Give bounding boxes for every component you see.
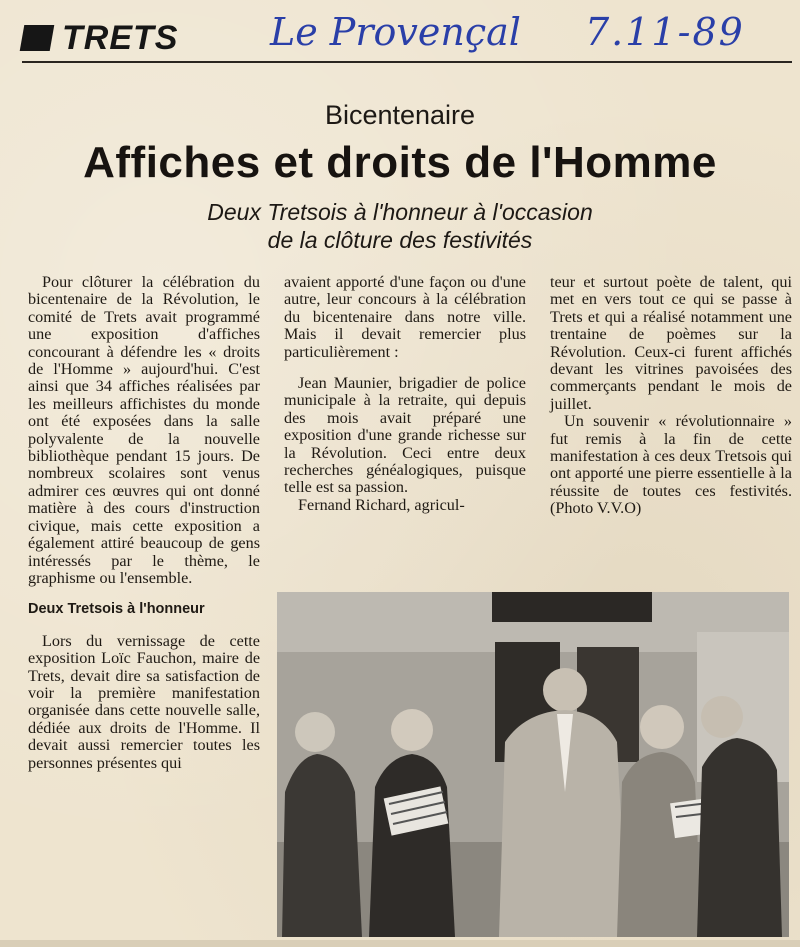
intertitle: Deux Tretsois à l'honneur: [28, 601, 205, 618]
section-name: TRETS: [62, 18, 179, 57]
article-headline: Affiches et droits de l'Homme: [83, 138, 717, 187]
clipping-bottom-edge: [0, 940, 800, 947]
paragraph: avaient apporté d'une façon ou d'une autre, leur concours à la célébration du bicentenaire dans notre ville. Mais il devait remercier plus particulièrement :: [284, 273, 526, 361]
handwritten-newspaper-name: Le Provençal: [270, 10, 521, 54]
paragraph: teur et surtout poète de talent, qui met en vers tout ce qui se passe à Trets et qui a réalisé notamment une trentaine de poèmes sur la Révolution. Ceux-ci furent affichés devant les vitrines pavoisées des commerçants pendant le mois de juillet.: [550, 273, 792, 413]
paragraph: Fernand Richard, agricul-: [298, 495, 465, 514]
header-rule: [22, 61, 792, 63]
clipping-header: [0, 0, 800, 66]
section-tag: [22, 20, 178, 56]
section-square-icon: [20, 25, 55, 51]
article-column-2: [284, 274, 526, 514]
paragraph: Lors du vernissage de cette exposition Loïc Fauchon, maire de Trets, devait dire sa satisfaction de voir la première manifestation organisée dans cette nouvelle salle, dédiée aux droits de l'Homme. Il devait aussi remercier toutes les personnes présentes qui: [28, 631, 260, 772]
subhead-line-2: de la clôture des festivités: [267, 227, 533, 253]
paragraph: Un souvenir « révolutionnaire » fut remis à la fin de cette manifestation à ces deux Tretsois qui ont apporté une pierre essentielle à la réussite de toutes ces festivités. (Photo V.V.O): [550, 412, 792, 518]
subhead-line-1: Deux Tretsois à l'honneur à l'occasion: [207, 199, 593, 225]
photo-people-ceremony-icon: [277, 592, 789, 937]
paragraph: Jean Maunier, brigadier de police municipale à la retraite, qui depuis des mois avait préparé une exposition d'une grande richesse sur la Révolution. Ceci entre deux recherches généalogiques, puisque telle est sa passion.: [284, 374, 526, 497]
article-subhead: [0, 198, 800, 254]
paragraph: Pour clôturer la célébration du bicentenaire de la Révolution, le comité de Trets avait programmé une exposition d'affiches concourant à défendre les « droits de l'Homme » aujourd'hui. C'est ainsi que 34 affiches réalisées par les meilleurs affichistes du monde ont été exposées dans la salle polyvalente de la nouvelle bibliothèque pendant 15 jours. De nombreux scolaires sont venus admirer ces œuvres qui ont donné matière à des cours d'instruction civique, mais cette exposition a également attiré beaucoup de gens intéressés par le thème, le graphisme ou l'ensemble.: [28, 273, 260, 587]
article-column-1: [28, 274, 260, 772]
handwritten-date: 7.11-89: [585, 10, 745, 54]
article-column-3: [550, 274, 792, 518]
article-photo: [277, 592, 789, 937]
article-kicker: Bicentenaire: [324, 100, 476, 130]
